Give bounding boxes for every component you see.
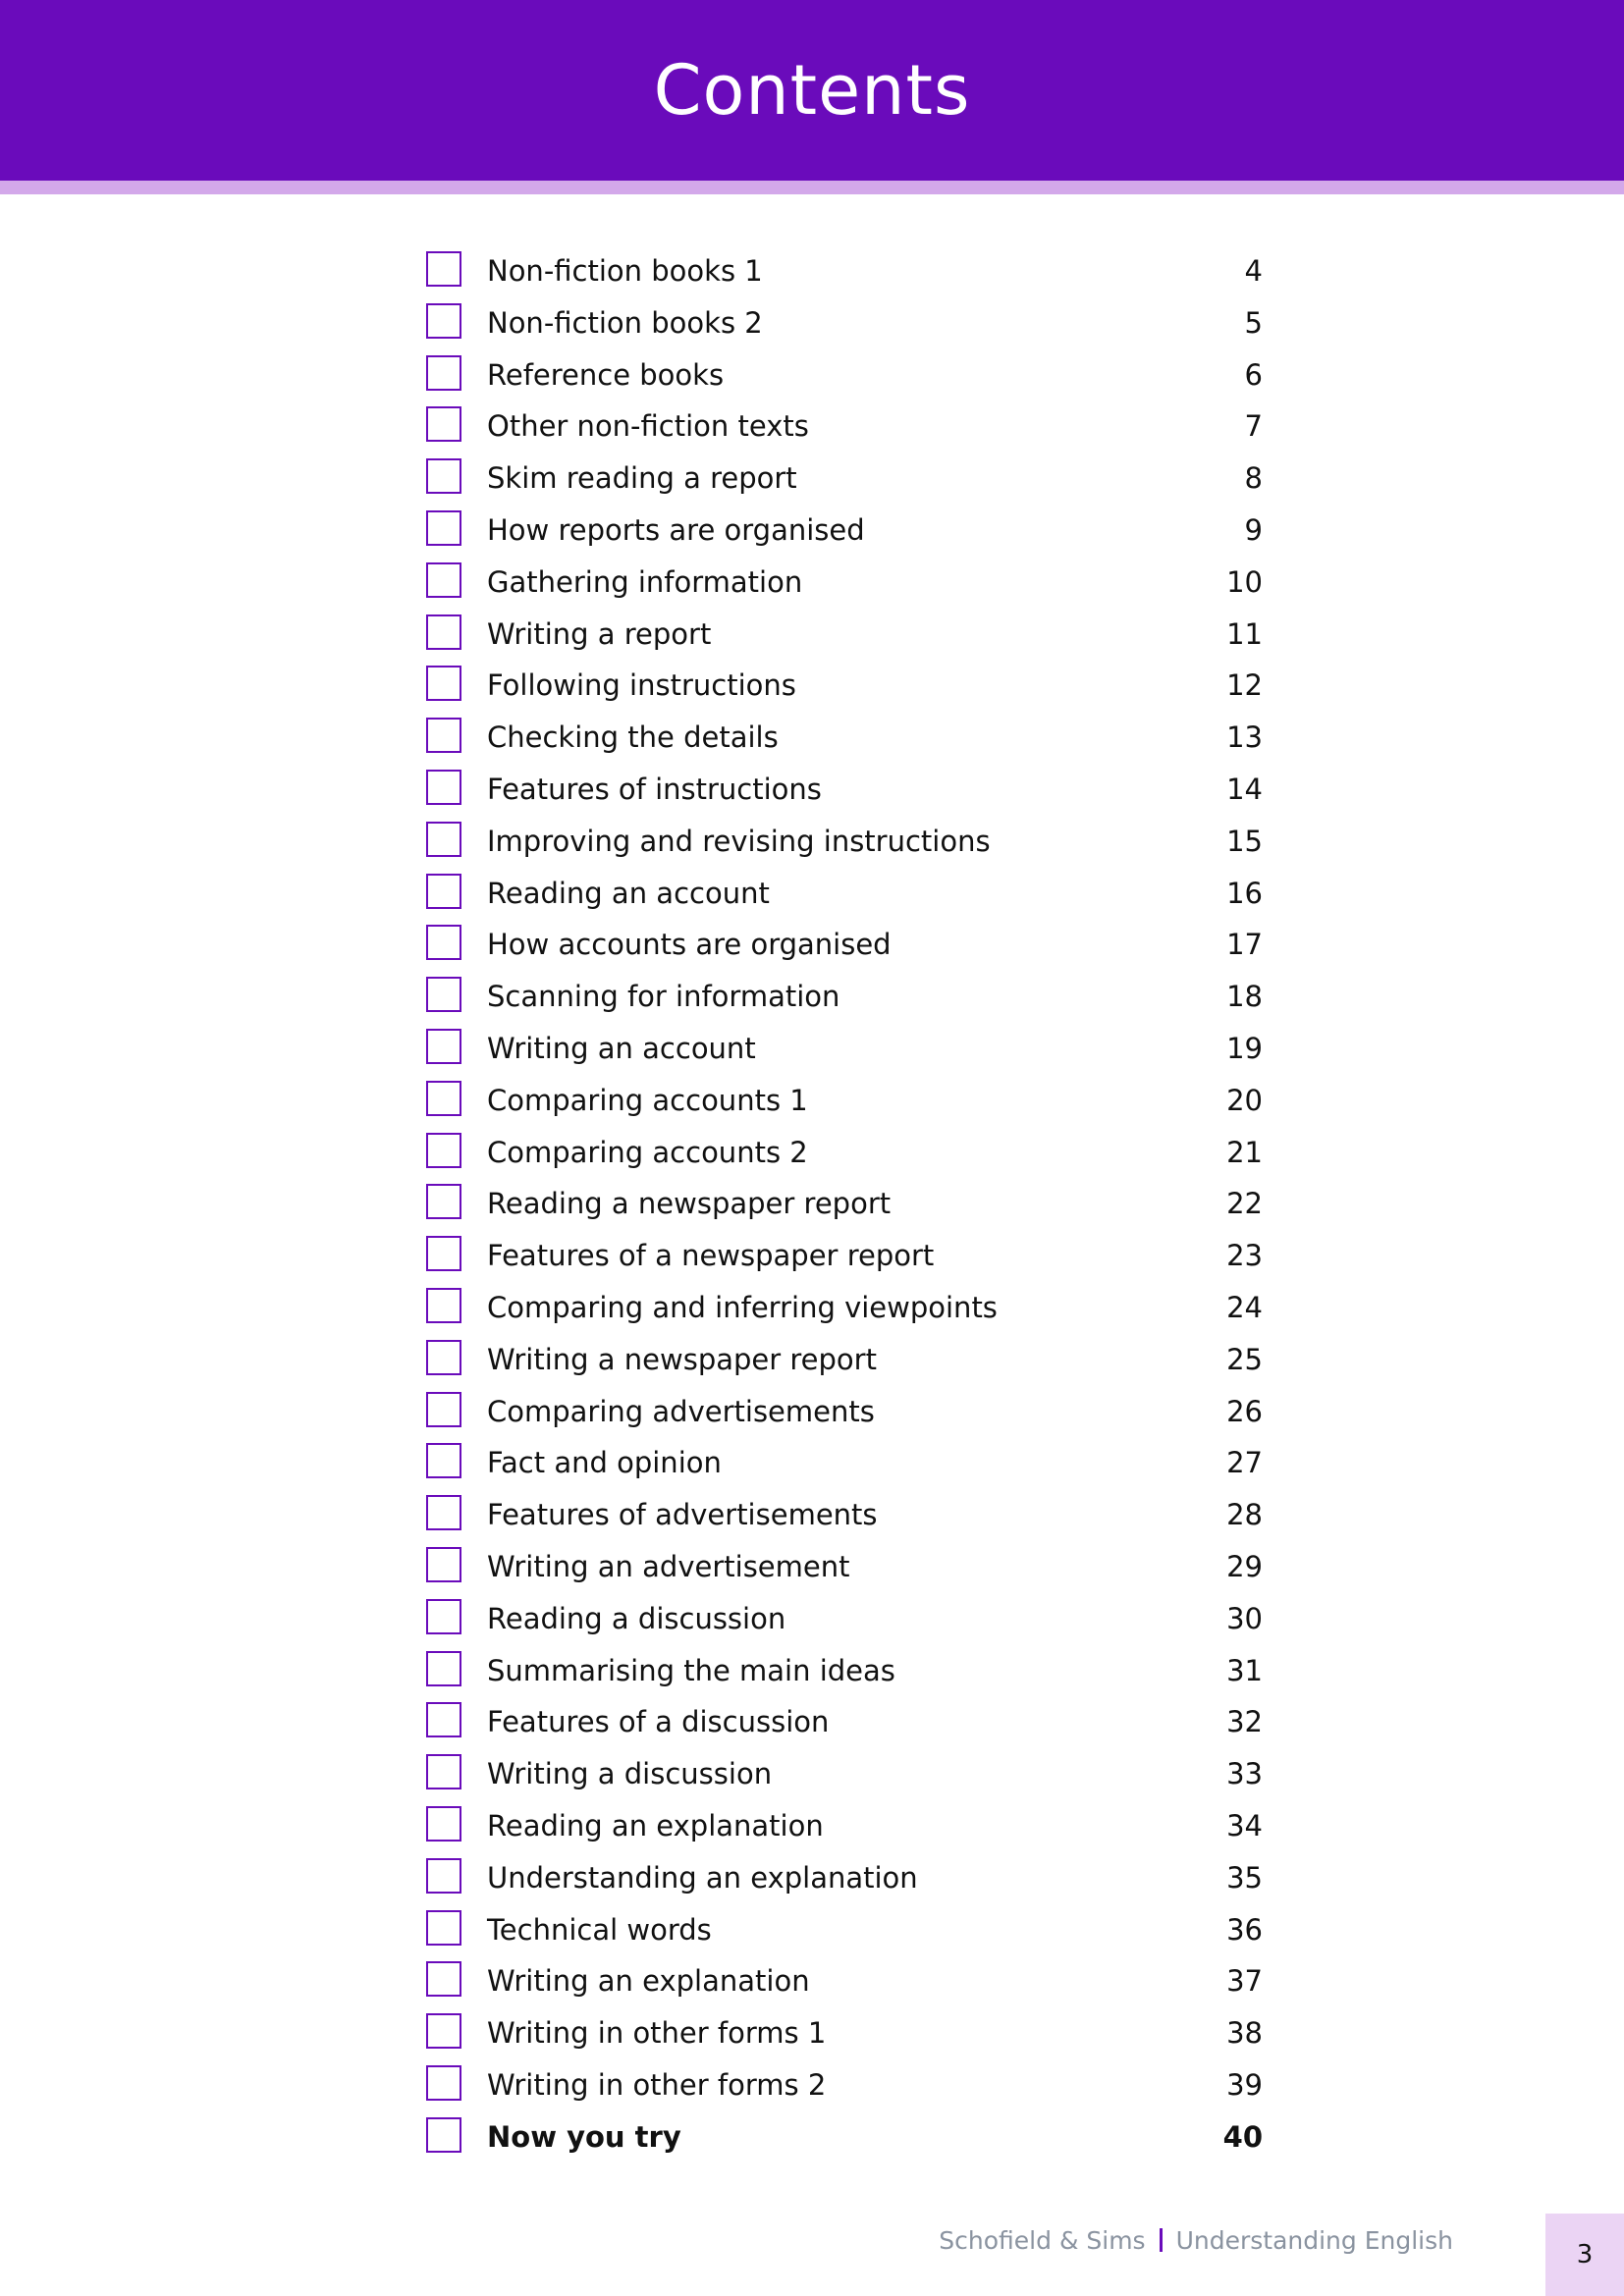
toc-row: [424, 1800, 1263, 1852]
toc-title: Comparing accounts 1: [487, 1083, 808, 1117]
progress-checkbox[interactable]: [426, 510, 461, 546]
progress-checkbox[interactable]: [426, 1806, 461, 1842]
toc-row: [424, 1282, 1263, 1334]
toc-row: [424, 1645, 1263, 1697]
toc-title: Writing in other forms 2: [487, 2067, 827, 2102]
header-stripe: [0, 181, 1624, 194]
toc-row: [424, 609, 1263, 661]
toc-row: [424, 453, 1263, 505]
toc-title: Understanding an explanation: [487, 1860, 918, 1895]
progress-checkbox[interactable]: [426, 822, 461, 857]
footer-series: Understanding English: [1175, 2226, 1453, 2255]
progress-checkbox[interactable]: [426, 406, 461, 442]
progress-checkbox[interactable]: [426, 1599, 461, 1634]
toc-row: [424, 919, 1263, 971]
progress-checkbox[interactable]: [426, 1858, 461, 1894]
toc-title: Comparing and inferring viewpoints: [487, 1290, 998, 1324]
toc-row: [424, 505, 1263, 557]
toc-page-number: 18: [1226, 980, 1263, 1014]
toc-row: [424, 1386, 1263, 1438]
toc-row: [424, 349, 1263, 401]
toc-title: Reading an explanation: [487, 1808, 824, 1842]
toc-page-number: 29: [1226, 1549, 1263, 1583]
progress-checkbox[interactable]: [426, 458, 461, 494]
toc-title: Writing an advertisement: [487, 1549, 850, 1583]
toc-page-number: 10: [1226, 564, 1263, 599]
progress-checkbox[interactable]: [426, 2117, 461, 2153]
toc-page-number: 4: [1244, 254, 1263, 288]
toc-page-number: 27: [1226, 1446, 1263, 1480]
page-number: 3: [1545, 2214, 1624, 2296]
toc-page-number: 35: [1226, 1860, 1263, 1895]
progress-checkbox[interactable]: [426, 2013, 461, 2049]
toc-page-number: 28: [1226, 1498, 1263, 1532]
toc-row: [424, 1437, 1263, 1489]
toc-title: Skim reading a report: [487, 461, 797, 496]
progress-checkbox[interactable]: [426, 770, 461, 805]
toc-row: [424, 1075, 1263, 1127]
toc-page-number: 7: [1244, 409, 1263, 444]
toc-title: Writing an explanation: [487, 1964, 810, 1999]
progress-checkbox[interactable]: [426, 1547, 461, 1582]
progress-checkbox[interactable]: [426, 303, 461, 339]
toc-row: [424, 1178, 1263, 1230]
toc-title: Comparing advertisements: [487, 1394, 875, 1428]
toc-title: Features of a newspaper report: [487, 1239, 935, 1273]
progress-checkbox[interactable]: [426, 1702, 461, 1737]
toc-title: How reports are organised: [487, 512, 865, 547]
toc-row: [424, 1334, 1263, 1386]
toc-row: [424, 1852, 1263, 1904]
progress-checkbox[interactable]: [426, 1288, 461, 1323]
toc-row: [424, 297, 1263, 349]
progress-checkbox[interactable]: [426, 251, 461, 287]
toc-title: Reading an account: [487, 876, 770, 910]
toc-row: [424, 2007, 1263, 2059]
progress-checkbox[interactable]: [426, 874, 461, 909]
contents-list: [424, 245, 1263, 2163]
progress-checkbox[interactable]: [426, 718, 461, 753]
toc-title: Improving and revising instructions: [487, 824, 991, 858]
toc-title: Reading a newspaper report: [487, 1187, 892, 1221]
progress-checkbox[interactable]: [426, 1029, 461, 1064]
toc-title: How accounts are organised: [487, 928, 892, 962]
toc-row: [424, 1489, 1263, 1541]
toc-title: Reading a discussion: [487, 1601, 786, 1635]
toc-title: Now you try: [487, 2119, 681, 2154]
toc-row: [424, 1127, 1263, 1179]
toc-page-number: 11: [1226, 616, 1263, 651]
toc-row: [424, 1230, 1263, 1282]
toc-title: Writing a report: [487, 616, 712, 651]
toc-title: Features of instructions: [487, 772, 822, 806]
progress-checkbox[interactable]: [426, 1910, 461, 1946]
toc-title: Scanning for information: [487, 980, 840, 1014]
toc-row: [424, 971, 1263, 1023]
toc-row: [424, 1023, 1263, 1075]
toc-page-number: 16: [1226, 876, 1263, 910]
toc-title: Non-fiction books 1: [487, 254, 763, 288]
toc-title: Features of a discussion: [487, 1705, 830, 1739]
progress-checkbox[interactable]: [426, 1340, 461, 1375]
toc-title: Reference books: [487, 357, 725, 392]
progress-checkbox[interactable]: [426, 977, 461, 1012]
progress-checkbox[interactable]: [426, 1443, 461, 1478]
toc-page-number: 19: [1226, 1031, 1263, 1065]
page-title: Contents: [653, 50, 971, 131]
toc-page-number: 8: [1244, 461, 1263, 496]
toc-title: Comparing accounts 2: [487, 1135, 808, 1169]
toc-page-number: 26: [1226, 1394, 1263, 1428]
toc-title: Writing an account: [487, 1031, 756, 1065]
progress-checkbox[interactable]: [426, 2065, 461, 2101]
toc-row: [424, 2059, 1263, 2111]
toc-page-number: 14: [1226, 772, 1263, 806]
toc-row: [424, 557, 1263, 609]
toc-title: Gathering information: [487, 564, 803, 599]
toc-row: [424, 1955, 1263, 2007]
progress-checkbox[interactable]: [426, 1184, 461, 1219]
toc-row: [424, 1541, 1263, 1593]
progress-checkbox[interactable]: [426, 1392, 461, 1427]
toc-row: [424, 1593, 1263, 1645]
toc-title: Following instructions: [487, 668, 796, 703]
toc-row: [424, 1748, 1263, 1800]
progress-checkbox[interactable]: [426, 1236, 461, 1271]
progress-checkbox[interactable]: [426, 1754, 461, 1789]
progress-checkbox[interactable]: [426, 562, 461, 598]
progress-checkbox[interactable]: [426, 1961, 461, 1997]
toc-row: [424, 400, 1263, 453]
toc-title: Checking the details: [487, 721, 779, 755]
toc-row: [424, 660, 1263, 712]
footer-credit: [939, 2221, 1453, 2261]
toc-page-number: 20: [1226, 1083, 1263, 1117]
toc-row: [424, 868, 1263, 920]
toc-page-number: 34: [1226, 1808, 1263, 1842]
footer-separator: [1160, 2228, 1163, 2252]
progress-checkbox[interactable]: [426, 1133, 461, 1168]
toc-title: Summarising the main ideas: [487, 1653, 895, 1687]
toc-page-number: 22: [1226, 1187, 1263, 1221]
toc-page-number: 12: [1226, 668, 1263, 703]
toc-row: [424, 245, 1263, 297]
toc-title: Writing a newspaper report: [487, 1342, 877, 1376]
toc-page-number: 36: [1226, 1912, 1263, 1947]
progress-checkbox[interactable]: [426, 666, 461, 701]
toc-row: [424, 1696, 1263, 1748]
toc-title: Features of advertisements: [487, 1498, 878, 1532]
toc-row: [424, 2111, 1263, 2163]
progress-checkbox[interactable]: [426, 925, 461, 960]
progress-checkbox[interactable]: [426, 1081, 461, 1116]
toc-title: Non-fiction books 2: [487, 305, 763, 340]
toc-page-number: 17: [1226, 928, 1263, 962]
toc-page-number: 13: [1226, 721, 1263, 755]
toc-title: Writing a discussion: [487, 1757, 773, 1791]
toc-page-number: 25: [1226, 1342, 1263, 1376]
toc-page-number: 31: [1226, 1653, 1263, 1687]
toc-page-number: 21: [1226, 1135, 1263, 1169]
toc-title: Other non-fiction texts: [487, 409, 809, 444]
progress-checkbox[interactable]: [426, 1651, 461, 1686]
toc-page-number: 32: [1226, 1705, 1263, 1739]
toc-row: [424, 1904, 1263, 1956]
toc-page-number: 39: [1226, 2067, 1263, 2102]
toc-page-number: 37: [1226, 1964, 1263, 1999]
toc-page-number: 15: [1226, 824, 1263, 858]
toc-page-number: 40: [1222, 2119, 1263, 2154]
toc-page-number: 30: [1226, 1601, 1263, 1635]
toc-row: [424, 712, 1263, 764]
toc-page-number: 6: [1244, 357, 1263, 392]
toc-title: Fact and opinion: [487, 1446, 722, 1480]
toc-row: [424, 764, 1263, 816]
toc-page-number: 33: [1226, 1757, 1263, 1791]
progress-checkbox[interactable]: [426, 1495, 461, 1530]
toc-page-number: 24: [1226, 1290, 1263, 1324]
toc-title: Writing in other forms 1: [487, 2016, 827, 2051]
footer-publisher: Schofield & Sims: [939, 2226, 1146, 2255]
toc-page-number: 5: [1244, 305, 1263, 340]
toc-page-number: 9: [1244, 512, 1263, 547]
toc-page-number: 38: [1226, 2016, 1263, 2051]
progress-checkbox[interactable]: [426, 614, 461, 650]
toc-page-number: 23: [1226, 1239, 1263, 1273]
progress-checkbox[interactable]: [426, 355, 461, 391]
toc-row: [424, 816, 1263, 868]
toc-title: Technical words: [487, 1912, 712, 1947]
